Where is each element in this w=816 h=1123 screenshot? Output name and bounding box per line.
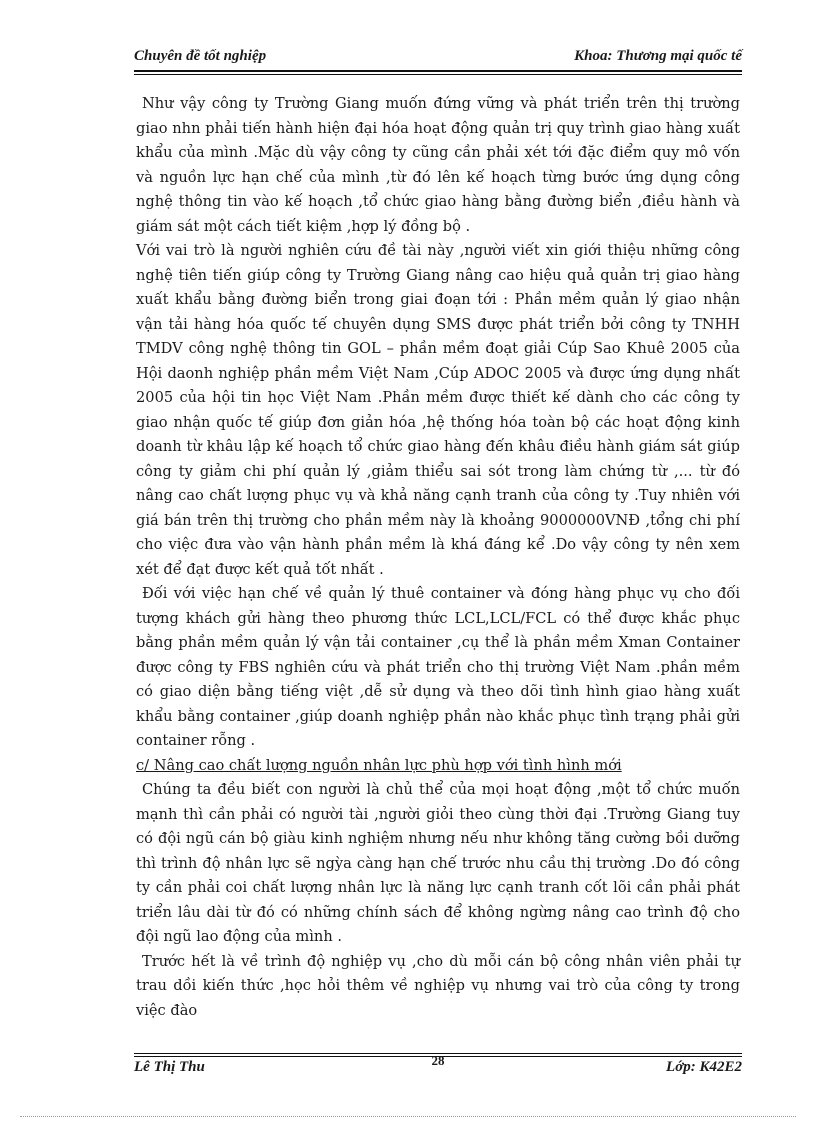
footer-author: Lê Thị Thu bbox=[134, 1059, 205, 1075]
header-rule-thin bbox=[134, 74, 742, 75]
header-faculty: Khoa: Thương mại quốc tế bbox=[574, 48, 742, 64]
paragraph: Chúng ta đều biết con người là chủ thể của mọi hoạt động ,một tổ chức muốn mạnh thì cần phải có người tài ,người giỏi theo cùng thời đại .Trường Giang tuy có đội ngũ cán bộ giàu kinh nghiệm nhưng nếu như không tăng cường bồi dưỡng thì trình độ nhân lực sẽ ngỳa càng hạn chế trước nhu cầu thị trường .Do đó công ty cần phải coi chất lượng nhân lực là năng lực cạnh tranh cốt lõi cần phải phát triển lâu dài từ đó có những chính sách để không ngừng nâng cao trình độ cho đội ngũ lao động của mình . bbox=[136, 781, 740, 945]
footer-class: Lớp: K42E2 bbox=[666, 1059, 742, 1075]
document-body bbox=[136, 92, 740, 1023]
paragraph: Như vậy công ty Trường Giang muốn đứng vững và phát triển trên thị trường giao nhn phải tiến hành hiện đại hóa hoạt động quản trị quy trình giao hàng xuất khẩu của mình .Mặc dù vậy công ty cũng cần phải xét tới đặc điểm quy mô vốn và nguồn lực hạn chế của mình ,từ đó lên kế hoạch từng bước ứng dụng công nghệ thông tin vào kế hoạch ,tổ chức giao hàng bằng đường biển ,điều hành và giám sát một cách tiết kiệm ,hợp lý đồng bộ . bbox=[136, 95, 740, 235]
page-header bbox=[134, 48, 742, 68]
paragraph: Trước hết là về trình độ nghiệp vụ ,cho dù mỗi cán bộ công nhân viên phải tự trau dồi kiến thức ,học hỏi thêm về nghiệp vụ nhưng vai trò của công ty trong việc đào bbox=[136, 952, 740, 1019]
page-bottom-dotted-line bbox=[20, 1116, 796, 1117]
paragraph: Đối với việc hạn chế về quản lý thuê container và đóng hàng phục vụ cho đối tượng khách gửi hàng theo phương thức LCL,LCL/FCL có thể được khắc phục bằng phần mềm quản lý vận tải container ,cụ thể là phần mềm Xman Container được công ty FBS nghiên cứu và phát triển cho thị trường Việt Nam .phần mềm có giao diện bằng tiếng việt ,dễ sử dụng và theo dõi tình hình giao hàng xuất khẩu bằng container ,giúp doanh nghiệp phần nào khắc phục tình trạng phải gửi container rỗng . bbox=[136, 585, 740, 749]
section-heading: c/ Nâng cao chất lượng nguồn nhân lực phù hợp với tình hình mới bbox=[136, 756, 622, 774]
page-number: 28 bbox=[431, 1053, 445, 1068]
header-thesis-title: Chuyên đề tốt nghiệp bbox=[134, 48, 267, 64]
page-footer bbox=[134, 1053, 742, 1079]
header-rule-thick bbox=[134, 70, 742, 72]
paragraph: Với vai trò là người nghiên cứu đề tài này ,người viết xin giới thiệu những công nghệ tiên tiến giúp công ty Trường Giang nâng cao hiệu quả quản trị giao hàng xuất khẩu bằng đường biển trong giai đoạn tới : Phần mềm quản lý giao nhận vận tải hàng hóa quốc tế chuyên dụng SMS được phát triển bởi công ty TNHH TMDV công nghệ thông tin GOL – phần mềm đoạt giải Cúp Sao Khuê 2005 của Hội daonh nghiệp phần mềm Việt Nam ,Cúp ADOC 2005 và được ứng dụng nhất 2005 của hội tin học Việt Nam .Phần mềm được thiết kế dành cho các công ty giao nhận quốc tế giúp đơn giản hóa ,hệ thống hóa toàn bộ các hoạt động kinh doanh từ khâu lập kế hoạch tổ chức giao hàng đến khâu điều hành giám sát giúp công ty giảm chi phí quản lý ,giảm thiểu sai sót trong làm chứng từ ,... từ đó nâng cao chất lượng phục vụ và khả năng cạnh tranh của công ty .Tuy nhiên với giá bán trên thị trường cho phần mềm này là khoảng 9000000VNĐ ,tổng chi phí cho việc đưa vào vận hành phần mềm là khá đáng kể .Do vậy công ty nên xem xét để đạt được kết quả tốt nhất . bbox=[136, 242, 740, 578]
